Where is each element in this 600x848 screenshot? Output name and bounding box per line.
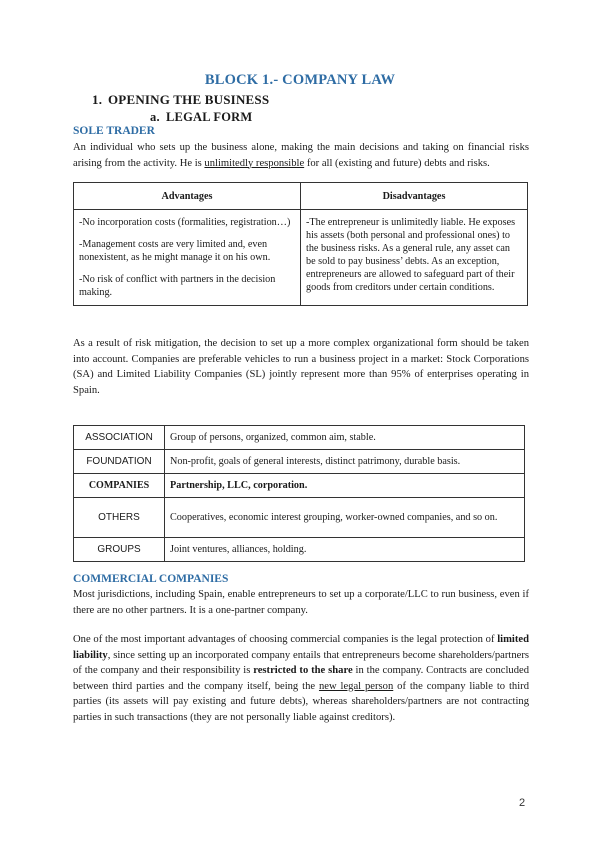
new-legal-person-text: new legal person xyxy=(318,680,394,692)
sole-trader-paragraph xyxy=(73,140,529,171)
subsection-heading-legal-form xyxy=(150,110,252,125)
row-key: GROUPS xyxy=(74,538,165,562)
disadvantages-header: Disadvantages xyxy=(301,183,528,210)
advantage-item: -No incorporation costs (formalities, registration…) xyxy=(79,217,291,228)
table-row xyxy=(74,538,525,562)
row-value: Group of persons, organized, common aim, stable. xyxy=(165,426,525,450)
page-title: BLOCK 1.- COMPANY LAW xyxy=(204,72,396,88)
text-run: One of the most important advantages of choosing commercial companies is the legal protection of xyxy=(73,634,498,645)
subsection-title: LEGAL FORM xyxy=(166,110,253,124)
risk-mitigation-paragraph: As a result of risk mitigation, the decision to set up a more complex organizational form should be taken into account. Companies are preferable vehicles to run a business project in a market: Stock Corporations (SA) and Limited Liability Companies (SL) jointly represent more than 95% of enterprises operating in Spain. xyxy=(73,338,529,396)
row-value: Joint ventures, alliances, holding. xyxy=(165,538,525,562)
row-value: Non-profit, goals of general interests, distinct patrimony, durable basis. xyxy=(165,450,525,474)
table-row xyxy=(74,474,525,498)
section-title: OPENING THE BUSINESS xyxy=(108,92,270,107)
row-key: FOUNDATION xyxy=(74,450,165,474)
row-value: Partnership, LLC, corporation. xyxy=(165,474,525,498)
section-heading-opening-business xyxy=(92,92,269,108)
row-value: Cooperatives, economic interest grouping, worker-owned companies, and so on. xyxy=(165,498,525,538)
row-key: ASSOCIATION xyxy=(74,426,165,450)
text-run: , since setting up an incorporated company entails that entrepreneurs become shareholders/partners of the company and their responsibility is xyxy=(73,649,529,676)
advantage-item: -Management costs are very limited and, even nonexistent, as he might manage it on his own. xyxy=(79,239,271,263)
commercial-companies-heading: COMMERCIAL COMPANIES xyxy=(73,573,229,585)
unlimitedly-responsible-text: unlimitedly responsible xyxy=(204,157,305,169)
commercial-paragraph-1: Most jurisdictions, including Spain, enable entrepreneurs to set up a corporate/LLC to run business, even if there are no other partners. It is a one-partner company. xyxy=(73,589,529,616)
row-key: OTHERS xyxy=(74,498,165,538)
section-number: 1. xyxy=(92,92,103,107)
limited-liability-text: limited liability xyxy=(73,634,529,661)
table-row xyxy=(74,498,525,538)
sole-trader-heading: SOLE TRADER xyxy=(73,125,155,137)
advantages-table xyxy=(73,182,528,306)
table-row xyxy=(74,426,525,450)
disadvantages-cell xyxy=(301,210,528,306)
sole-trader-text-end: for all (existing and future) debts and risks. xyxy=(304,157,490,169)
text-run: of the company liable to third parties (its assets will pay existing and future debts), whereas shareholders/partners are not contracting parties in such transactions (they are not personally liable against creditors). xyxy=(73,680,529,723)
restricted-share-text: restricted to the share xyxy=(253,665,353,676)
advantage-item: -No risk of conflict with partners in the decision making. xyxy=(79,274,276,298)
sole-trader-text-start: An individual who sets up the business alone, making the main decisions and taking on financial risks arising from the activity. He is xyxy=(73,142,529,169)
advantages-header: Advantages xyxy=(74,183,301,210)
page-number: 2 xyxy=(519,797,526,809)
disadvantage-item: -The entrepreneur is unlimitedly liable. He exposes his assets (both personal and professional ones) to the business risks. As a general rule, any asset can be sold to pay business’ debts. As an exception, entrepreneurs are allowed to safeguard part of their goods from creditors under certain conditions. xyxy=(306,217,516,293)
commercial-paragraph-2 xyxy=(73,632,529,725)
subsection-number: a. xyxy=(150,110,160,124)
table-row xyxy=(74,450,525,474)
text-run: in the company. Contracts are concluded between third parties and the company itself, being the xyxy=(73,665,529,692)
organization-forms-table xyxy=(73,425,525,562)
row-key: COMPANIES xyxy=(74,474,165,498)
advantages-cell xyxy=(74,210,301,306)
